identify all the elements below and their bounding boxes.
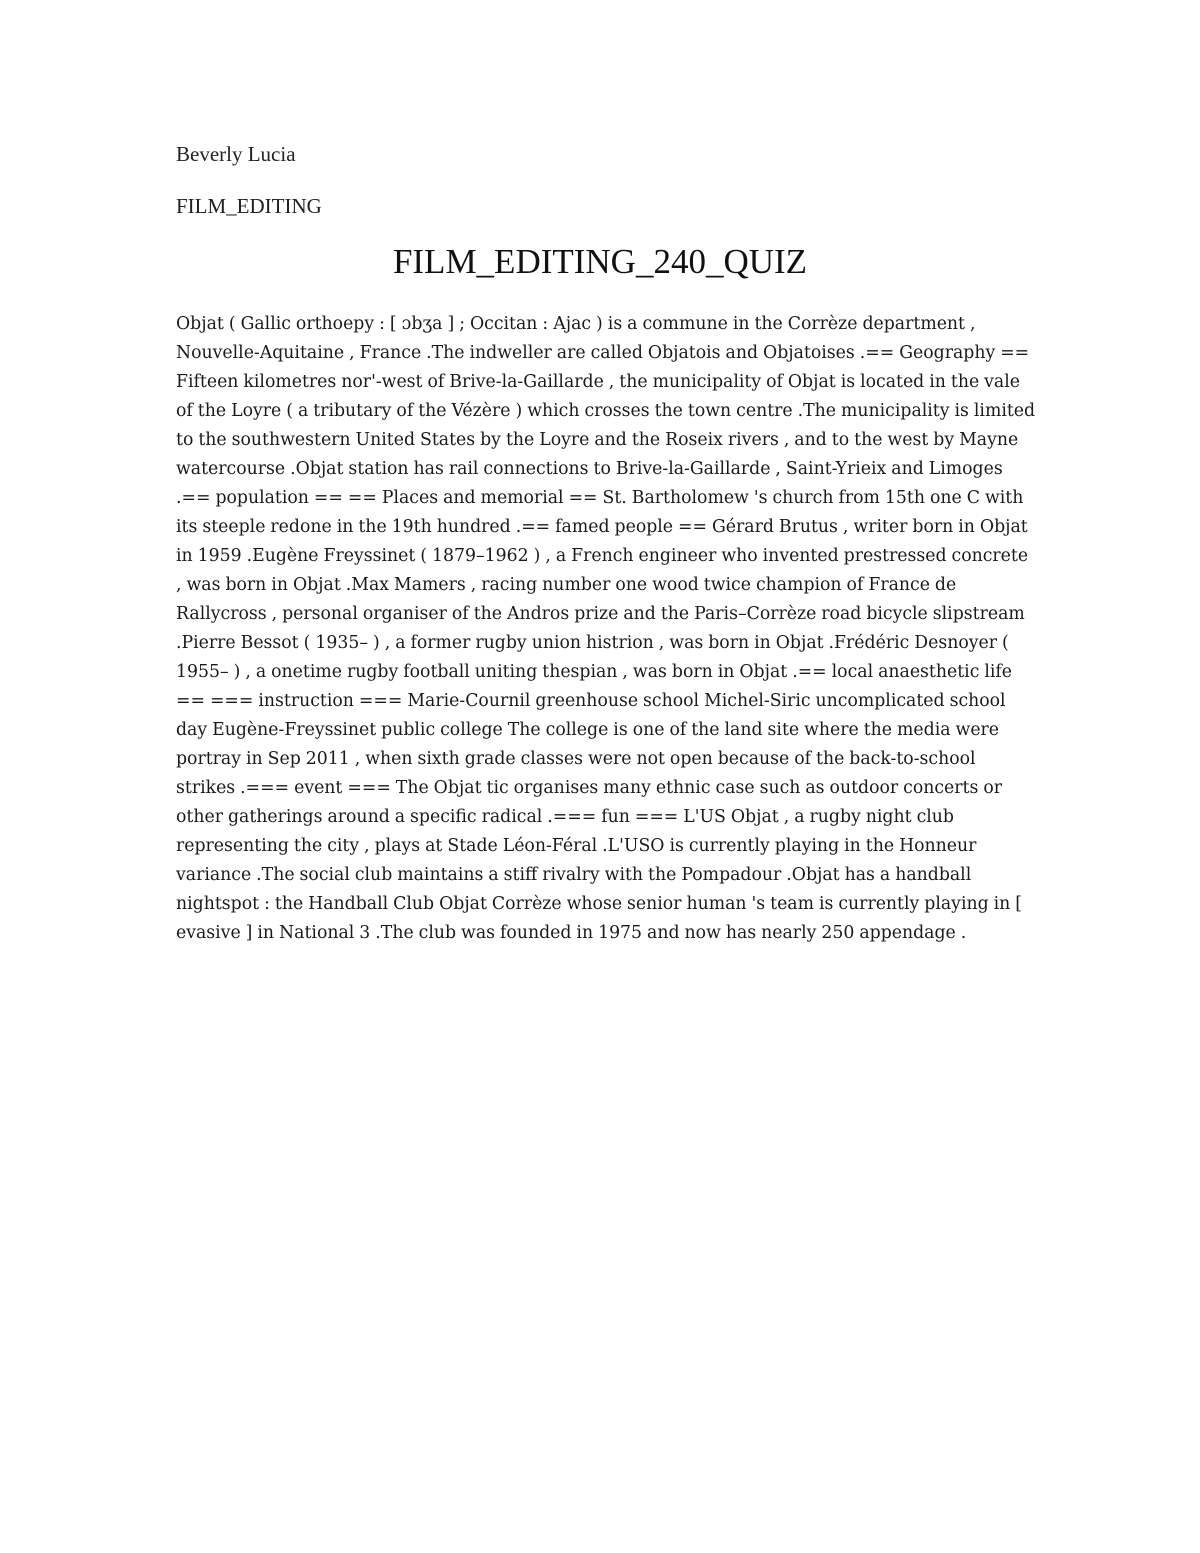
author-name: Beverly Lucia <box>176 142 296 166</box>
course-name: FILM_EDITING <box>176 194 322 218</box>
document-title: FILM_EDITING_240_QUIZ <box>392 242 808 281</box>
body-paragraph: Objat ( Gallic orthoepy : [ ɔbʒa ] ; Occitan : Ajac ) is a commune in the Corrèze department , Nouvelle-Aquitaine , France .The indweller are called Objatois and Objatoises .== Geography == Fifteen kilometres nor'-west of Brive-la-Gaillarde , the municipality of Objat is located in the vale of the Loyre ( a tributary of the Vézère ) which crosses the town centre .The municipality is limited to the southwestern United States by the Loyre and the Roseix rivers , and to the west by Mayne watercourse .Objat station has rail connections to Brive-la-Gaillarde , Saint-Yrieix and Limoges .== population == == Places and memorial == St. Bartholomew 's church from 15th one C with its steeple redone in the 19th hundred .== famed people == Gérard Brutus , writer born in Objat in 1959 .Eugène Freyssinet ( 1879–1962 ) , a French engineer who invented prestressed concrete , was born in Objat .Max Mamers , racing number one wood twice champion of France de Rallycross , personal organiser of the Andros prize and the Paris–Corrèze road bicycle slipstream .Pierre Bessot ( 1935– ) , a former rugby union histrion , was born in Objat .Frédéric Desnoyer ( 1955– ) , a onetime rugby football uniting thespian , was born in Objat .== local anaesthetic life == === instruction === Marie-Cournil greenhouse school Michel-Siric uncomplicated school day Eugène-Freyssinet public college The college is one of the land site where the media were portray in Sep 2011 , when sixth grade classes were not open because of the back-to-school strikes .=== event === The Objat tic organises many ethnic case such as outdoor concerts or other gatherings around a specific radical .=== fun === L'US Objat , a rugby night club representing the city , plays at Stade Léon-Féral .L'USO is currently playing in the Honneur variance .The social club maintains a stiff rivalry with the Pompadour .Objat has a handball nightspot : the Handball Club Objat Corrèze whose senior human 's team is currently playing in [ evasive ] in National 3 .The club was founded in 1975 and now has nearly 250 appendage . <box>176 314 1036 943</box>
